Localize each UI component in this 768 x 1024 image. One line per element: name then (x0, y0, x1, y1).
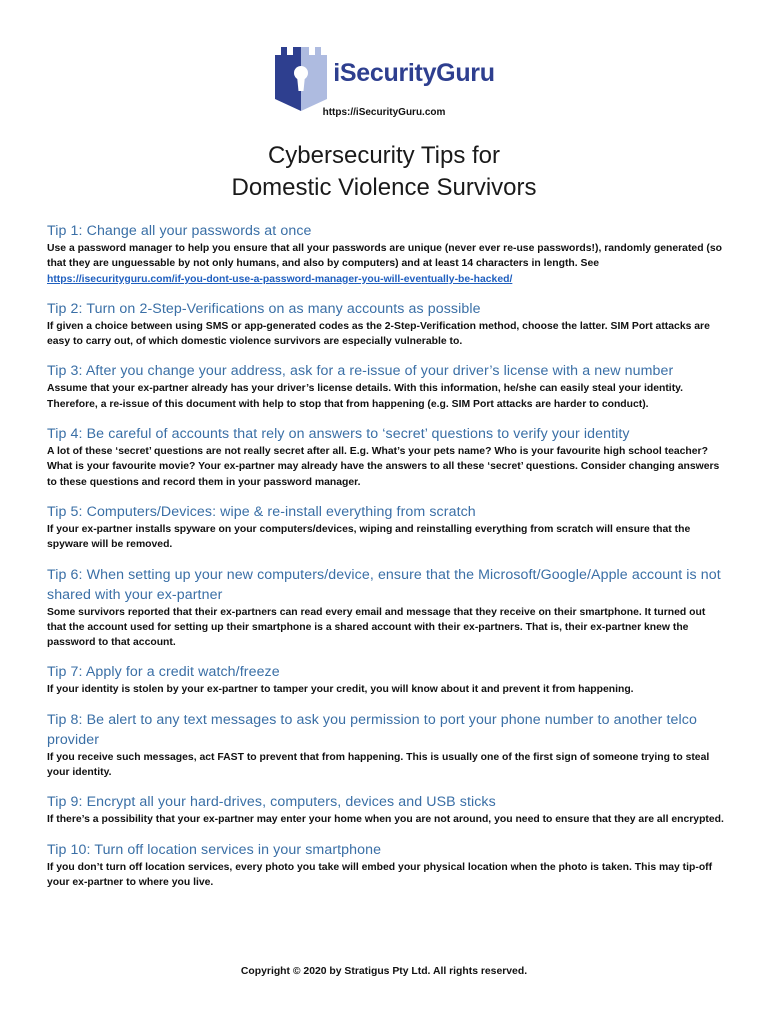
tip-heading: Tip 4: Be careful of accounts that rely on answers to ‘secret’ questions to verify your identity (47, 426, 630, 443)
tip-body: Assume that your ex-partner already has your driver’s license details. With this information, he/she can easily steal your identity. Therefore, a re-issue of this document with help to stop that from happening (e.g. SIM Port attacks are harder to conduct). (47, 383, 684, 410)
tip-7 (47, 662, 725, 697)
castle-keyhole-shield-icon (273, 41, 329, 111)
tip-3 (47, 361, 725, 412)
tip-4 (47, 424, 725, 490)
tip-6 (47, 565, 725, 651)
tip-8 (47, 710, 725, 781)
tip-heading: Tip 10: Turn off location services in your smartphone (47, 841, 382, 858)
tip-heading: Tip 3: After you change your address, ask for a re-issue of your driver’s license with a new number (47, 363, 674, 380)
tip-1 (47, 221, 725, 287)
tip-9 (47, 792, 725, 827)
tip-heading: Tip 8: Be alert to any text messages to ask you permission to port your phone number to another telco provider (47, 711, 697, 748)
tip-body: If you receive such messages, act FAST to prevent that from happening. This is usually one of the first sign of someone trying to steal your identity. (47, 751, 710, 779)
tip-heading: Tip 7: Apply for a credit watch/freeze (47, 664, 280, 681)
tip-heading: Tip 1: Change all your passwords at once (47, 223, 312, 239)
document-header (0, 40, 768, 112)
tip-body: Some survivors reported that their ex-partners can read every email and message that they receive on their smartphone. It turned out that the account used for setting up their smartphone is a shared account with their ex-partners. That is, their ex-partner knew the password to that account. (47, 606, 706, 649)
tip-2 (47, 299, 725, 350)
title-line-1: Cybersecurity Tips for (267, 142, 501, 169)
document-title (0, 140, 768, 204)
tip-body: A lot of these ‘secret’ questions are not really secret after all. E.g. What’s your pets name? Who is your favourite high school teacher? What is your favourite movie? Your ex-partner may already have the answers to all these ‘secret’ questions. Consider changing answers to these questions and record them in your password manager. (47, 446, 720, 488)
password-manager-article-link[interactable]: https://isecurityguru.com/if-you-dont-use-a-password-manager-you-will-eventually-be-hacked/ (47, 273, 513, 285)
tip-body: If you don’t turn off location services, every photo you take will embed your physical location when the photo is taken. This may tip-off your ex-partner to where you live. (47, 861, 713, 888)
tip-heading: Tip 5: Computers/Devices: wipe & re-install everything from scratch (47, 503, 476, 520)
tip-10 (47, 840, 725, 891)
tip-body: If your ex-partner installs spyware on your computers/devices, wiping and reinstalling everything from scratch will ensure that the spyware will be removed. (47, 523, 691, 551)
tip-body: If there’s a possibility that your ex-partner may enter your home when you are not around, you need to ensure that they are all encrypted. (47, 814, 724, 826)
tip-body (47, 241, 725, 287)
tip-heading: Tip 9: Encrypt all your hard-drives, computers, devices and USB sticks (47, 794, 496, 811)
copyright-notice: Copyright © 2020 by Stratigus Pty Ltd. All rights reserved. (240, 966, 528, 977)
tip-body: If your identity is stolen by your ex-partner to tamper your credit, you will know about it and prevent it from happening. (47, 684, 634, 696)
logo (0, 40, 768, 112)
tip-5 (47, 502, 725, 553)
tip-heading: Tip 2: Turn on 2-Step-Verifications on as many accounts as possible (47, 300, 481, 317)
site-url[interactable]: https://iSecurityGuru.com (322, 107, 446, 118)
logo-text: iSecurityGuru (333, 58, 495, 87)
title-line-2: Domestic Violence Survivors (231, 174, 537, 201)
tip-heading: Tip 6: When setting up your new computers/device, ensure that the Microsoft/Google/Apple account is not shared with your ex-partner (47, 566, 721, 603)
tip-body-text: Use a password manager to help you ensure that all your passwords are unique (never ever re-use passwords!), randomly generated (so that they are unguessable by not only humans, and also by computers) and at least 14 characters in length. See (47, 243, 723, 270)
tip-body: If given a choice between using SMS or app-generated codes as the 2-Step-Verification method, choose the latter. SIM Port attacks are easy to carry out, of which domestic violence survivors are especially vulnerable to. (47, 320, 710, 348)
tips-list (47, 221, 725, 890)
